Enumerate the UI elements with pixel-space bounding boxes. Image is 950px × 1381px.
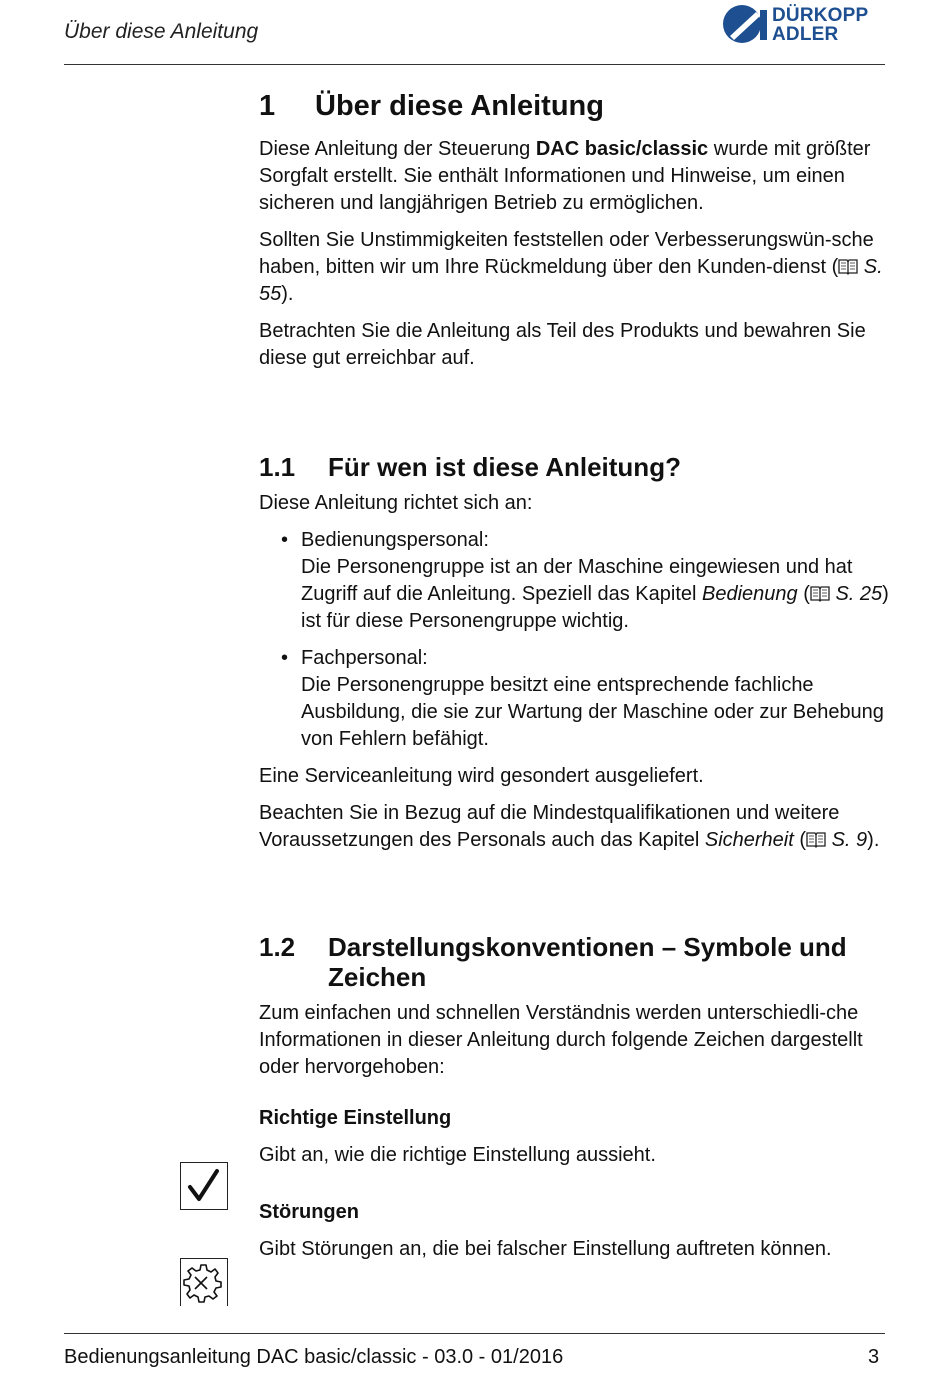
list-item-head: Bedienungspersonal: [301, 529, 489, 551]
paragraph: Sollten Sie Unstimmigkeiten feststellen oder Verbesserungswün-sche haben, bitten wir um Ihre Rückmeldung über den Kunden-dienst ( S. 55). [259, 229, 883, 305]
book-icon [810, 585, 830, 602]
symbol-heading: Störungen [259, 1201, 359, 1223]
paragraph: Eine Serviceanleitung wird gesondert ausgeliefert. [259, 765, 704, 787]
chapter-name: Bedienung [702, 583, 798, 605]
audience-list [259, 527, 889, 753]
section-number: 1 [259, 90, 276, 122]
page-reference-link[interactable]: S. 9 [831, 829, 868, 851]
logo-mark-icon [722, 4, 768, 44]
page-reference-link[interactable]: S. 25 [835, 583, 883, 605]
list-item-head: Fachpersonal: [301, 647, 428, 669]
running-header: Über diese Anleitung [64, 20, 259, 43]
bullet: • [281, 647, 289, 669]
product-name: DAC basic/classic [535, 138, 709, 160]
list-item-text: Die Personengruppe ist an der Maschine eingewiesen und hat Zugriff auf die Anleitung. Speziell das Kapitel Bedienung ( S. 25) ist für diese Personengruppe wichtig. [301, 556, 889, 632]
paragraph: Diese Anleitung richtet sich an: [259, 492, 533, 514]
brand-logo [722, 4, 892, 48]
symbol-description: Gibt Störungen an, die bei falscher Einstellung auftreten können. [259, 1238, 832, 1260]
list-item [281, 527, 889, 635]
section-title: Über diese Anleitung [315, 90, 604, 122]
list-item-text: Die Personengruppe besitzt eine entsprechende fachliche Ausbildung, die sie zur Wartung der Maschine oder zur Behebung von Fehlern befähigt. [301, 674, 884, 750]
section-number: 1.1 [259, 452, 296, 482]
footer-document-info: Bedienungsanleitung DAC basic/classic - 03.0 - 01/2016 [64, 1346, 564, 1368]
logo-line-2: ADLER [772, 24, 839, 45]
page-reference-link[interactable]: S. 55 [259, 256, 883, 305]
book-icon [806, 831, 826, 848]
page-content [259, 86, 889, 1273]
chapter-name: Sicherheit [704, 829, 794, 851]
section-number: 1.2 [259, 932, 296, 962]
symbol-description: Gibt an, wie die richtige Einstellung aussieht. [259, 1144, 656, 1166]
section-1-1-heading [259, 452, 889, 482]
paragraph: Betrachten Sie die Anleitung als Teil des Produkts und bewahren Sie diese gut erreichbar auf. [259, 320, 866, 369]
page-number: 3 [868, 1346, 880, 1368]
list-item [281, 645, 889, 753]
section-1-2-heading [259, 932, 889, 992]
paragraph: Zum einfachen und schnellen Verständnis werden unterschiedli-che Informationen in dieser Anleitung durch folgende Zeichen dargestellt oder hervorgehoben: [259, 1002, 863, 1078]
paragraph: Diese Anleitung der Steuerung DAC basic/classic wurde mit größter Sorgfalt erstellt. Sie enthält Informationen und Hinweise, um einen sicheren und langjährigen Betrieb zu ermöglichen. [259, 138, 871, 214]
logo-line-1: DÜRKOPP [772, 5, 869, 26]
checkmark-icon [180, 1162, 228, 1210]
bullet: • [281, 529, 289, 551]
section-title: Für wen ist diese Anleitung? [328, 452, 681, 482]
gear-fault-icon [180, 1258, 228, 1306]
section-1-heading [259, 86, 889, 126]
book-icon [838, 258, 858, 275]
footer-divider [64, 1333, 885, 1334]
logo-text [772, 6, 868, 44]
section-title: Darstellungskonventionen – Symbole und Zeichen [328, 932, 847, 992]
header-divider [64, 64, 885, 65]
symbol-heading: Richtige Einstellung [259, 1107, 452, 1129]
paragraph: Beachten Sie in Bezug auf die Mindestqualifikationen und weitere Voraussetzungen des Personals auch das Kapitel Sicherheit ( S. 9). [259, 802, 880, 851]
